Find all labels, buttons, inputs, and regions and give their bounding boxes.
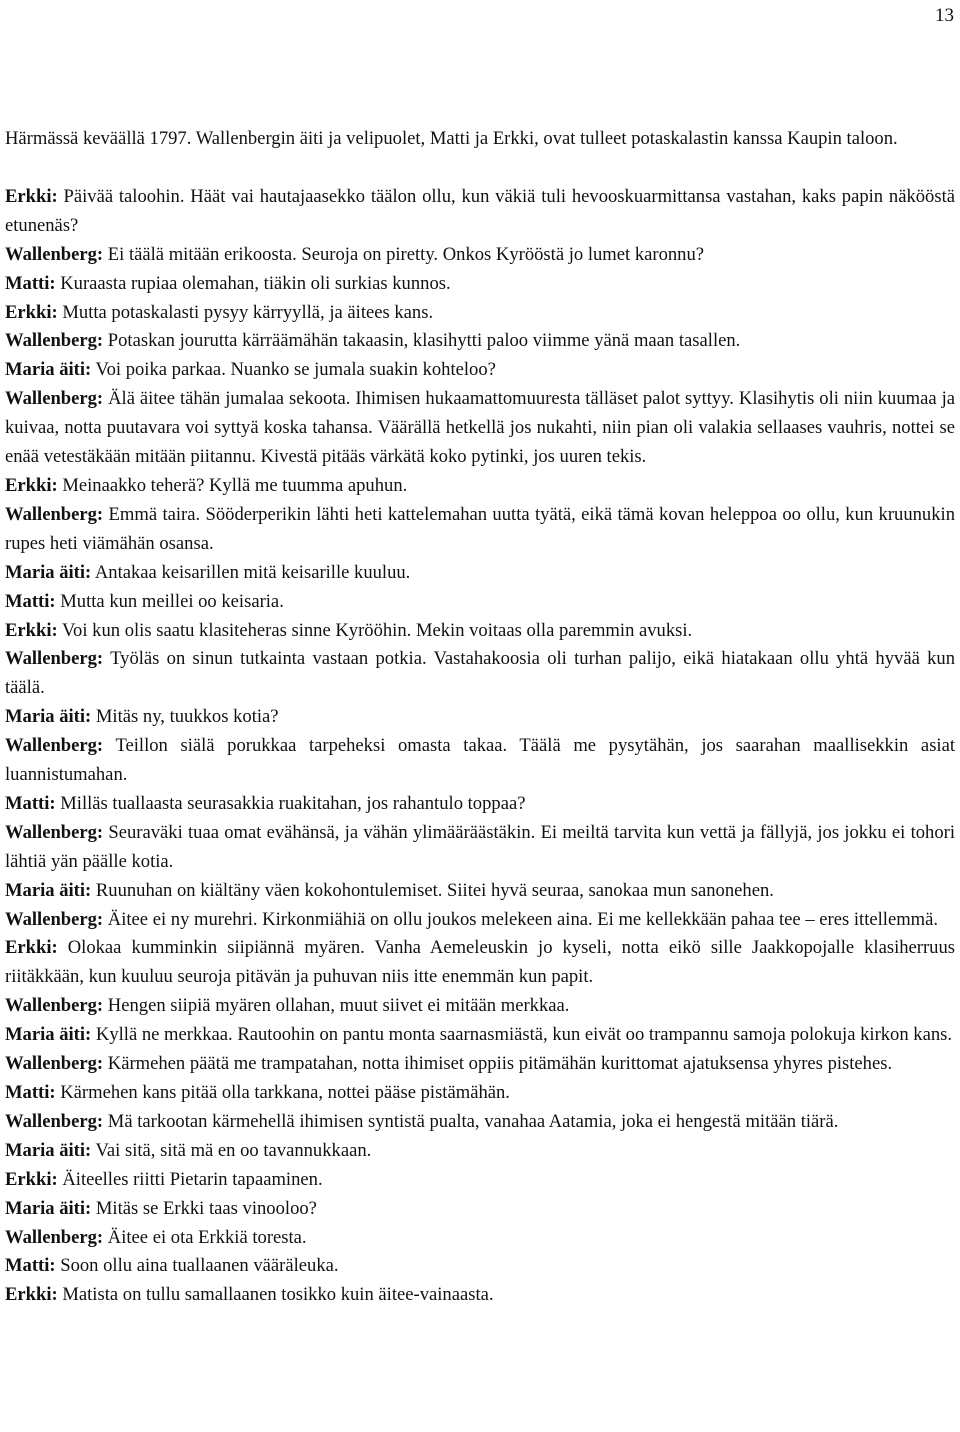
speaker-name: Erkki:	[5, 1168, 58, 1190]
line-text: Päivää taloohin. Häät vai hautajaasekko täälon ollu, kun väkiä tuli hevooskuarmittansa vastahan, kaks papin näkööstä etunenäs?	[5, 185, 955, 236]
speaker-name: Matti:	[5, 590, 56, 612]
speaker-name: Matti:	[5, 1255, 56, 1277]
line-text: Mitäs se Erkki taas vinooloo?	[95, 1197, 317, 1219]
speaker-name: Maria äiti:	[5, 359, 92, 381]
line-text: Äiteelles riitti Pietarin tapaaminen.	[62, 1168, 323, 1190]
dialogue-line	[5, 1137, 955, 1166]
dialogue-line	[5, 1050, 955, 1079]
dialogue-line	[5, 1108, 955, 1137]
line-text: Voi kun olis saatu klasiteheras sinne Kyrööhin. Mekin voitaas olla paremmin avuksi.	[62, 619, 693, 641]
line-text: Olokaa kumminkin siipiännä myären. Vanha Aemeleuskin jo kyseli, notta eikö sille Jaakkopojalle klasiherruus riitäkkään, kun kuuluu seuroja pitävän ja puhuvan niis itte enemmän kun papit.	[5, 937, 955, 988]
speaker-name: Wallenberg:	[5, 1053, 104, 1075]
line-text: Matista on tullu samallaanen tosikko kuin äitee-vainaasta.	[62, 1284, 494, 1306]
speaker-name: Matti:	[5, 792, 56, 814]
speaker-name: Erkki:	[5, 301, 58, 323]
page-number: 13	[935, 5, 954, 26]
dialogue-line	[5, 356, 955, 385]
speaker-name: Wallenberg:	[5, 243, 104, 265]
speaker-name: Wallenberg:	[5, 1226, 104, 1248]
dialogue-line	[5, 617, 955, 646]
line-text: Kärmehen kans pitää olla tarkkana, nottei pääse pistämähän.	[60, 1082, 510, 1103]
dialogue-line	[5, 270, 955, 299]
dialogue-line	[5, 1252, 955, 1281]
line-text: Työläs on sinun tutkainta vastaan potkia. Vastahakoosia oli turhan palijo, eikä hiatakaan ollu yhtä hyvää kun täälä.	[5, 648, 955, 699]
line-text: Antakaa keisarillen mitä keisarille kuuluu.	[94, 561, 411, 583]
dialogue-line	[5, 790, 955, 819]
dialogue-line	[5, 645, 955, 703]
line-text: Kyllä ne merkkaa. Rautoohin on pantu monta saarnasmiästä, kun eivät oo trampannu samoja polokuja kirkon kans.	[95, 1024, 953, 1046]
dialogue-line	[5, 559, 955, 588]
dialogue-line	[5, 1281, 955, 1310]
speaker-name: Maria äiti:	[5, 561, 92, 583]
line-text: Vai sitä, sitä mä en oo tavannukkaan.	[95, 1139, 372, 1161]
speaker-name: Wallenberg:	[5, 995, 104, 1017]
dialogue-line	[5, 819, 955, 877]
dialogue-line	[5, 934, 955, 992]
dialogue-line	[5, 501, 955, 559]
dialogue-line	[5, 327, 955, 356]
line-text: Emmä taira. Sööderperikin lähti heti kattelemahan uutta tyätä, eikä tämä kovan heleppoa oo ollu, kun kruunukin rupes heti viämähän osansa.	[5, 503, 955, 554]
dialogue-list	[5, 183, 955, 1310]
dialogue-line	[5, 1195, 955, 1224]
dialogue-line	[5, 1021, 955, 1050]
line-text: Mitäs ny, tuukkos kotia?	[95, 706, 279, 728]
dialogue-line	[5, 732, 955, 790]
speaker-name: Wallenberg:	[5, 330, 104, 352]
dialogue-line	[5, 992, 955, 1021]
speaker-name: Maria äiti:	[5, 706, 92, 728]
line-text: Äitee ei ota Erkkiä toresta.	[107, 1226, 307, 1248]
speaker-name: Maria äiti:	[5, 1024, 92, 1046]
speaker-name: Maria äiti:	[5, 879, 92, 901]
line-text: Meinaakko teherä? Kyllä me tuumma apuhun.	[62, 474, 408, 496]
dialogue-line	[5, 588, 955, 617]
line-text: Mutta kun meillei oo keisaria.	[60, 590, 284, 612]
line-text: Milläs tuallaasta seurasakkia ruakitahan, jos rahantulo toppaa?	[60, 792, 526, 814]
dialogue-line	[5, 1224, 955, 1253]
line-text: Äitee ei ny murehri. Kirkonmiähiä on ollu joukos melekeen aina. Ei me kellekkään pahaa tee – eres ittellemmä.	[107, 908, 939, 930]
line-text: Soon ollu aina tuallaanen vääräleuka.	[60, 1255, 339, 1277]
script-body	[5, 125, 955, 1310]
line-text: Potaskan jourutta kärräämähän takaasin, klasihytti paloo viimme yänä maan tasallen.	[107, 330, 741, 352]
line-text: Voi poika parkaa. Nuanko se jumala suakin kohteloo?	[95, 359, 496, 381]
dialogue-line	[5, 906, 955, 935]
line-text: Hengen siipiä myären ollahan, muut siivet ei mitään merkkaa.	[107, 995, 570, 1017]
line-text: Ei täälä mitään erikoosta. Seuroja on piretty. Onkos Kyrööstä jo lumet karonnu?	[107, 243, 705, 265]
dialogue-line	[5, 241, 955, 270]
dialogue-line	[5, 299, 955, 328]
line-text: Kärmehen päätä me trampatahan, notta ihimiset oppiis pitämähän kurittomat ajatuksensa yhyres pistehes.	[107, 1053, 893, 1075]
line-text: Älä äitee tähän jumalaa sekoota. Ihimisen hukaamattomuuresta tälläset palot syttyy. Klasihytis oli niin kuumaa ja kuivaa, notta puutavara voi syttyä koska tahansa. Väärällä hetkellä jos nukahti, niin pian oli valakia sellaases vauhris, nottei se enää vetestäkään mitään piitannu. Kivestä pitääs värkätä koko pytinki, jos uuren tekis.	[5, 388, 955, 468]
speaker-name: Erkki:	[5, 1284, 58, 1306]
speaker-name: Wallenberg:	[5, 821, 104, 843]
line-text: Seuraväki tuaa omat evähänsä, ja vähän ylimääräästäkin. Ei meiltä tarvita kun vettä ja fällyjä, jos jokku ei tohori lähtiä yän päälle kotia.	[5, 821, 955, 872]
line-text: Kuraasta rupiaa olemahan, tiäkin oli surkias kunnos.	[60, 272, 451, 294]
speaker-name: Wallenberg:	[5, 735, 104, 757]
speaker-name: Erkki:	[5, 937, 58, 959]
speaker-name: Matti:	[5, 272, 56, 294]
speaker-name: Wallenberg:	[5, 1110, 104, 1132]
dialogue-line	[5, 1166, 955, 1195]
dialogue-line	[5, 385, 955, 472]
speaker-name: Wallenberg:	[5, 503, 104, 525]
speaker-name: Wallenberg:	[5, 648, 104, 670]
dialogue-line	[5, 472, 955, 501]
dialogue-line	[5, 877, 955, 906]
speaker-name: Maria äiti:	[5, 1197, 92, 1219]
dialogue-line	[5, 1079, 955, 1108]
line-text: Ruunuhan on kiältäny väen kokohontulemiset. Siitei hyvä seuraa, sanokaa mun sanonehen.	[95, 879, 774, 901]
line-text: Mä tarkootan kärmehellä ihimisen syntistä pualta, vanahaa Aatamia, joka ei hengestä mitään tiärä.	[107, 1110, 839, 1132]
speaker-name: Wallenberg:	[5, 908, 104, 930]
dialogue-line	[5, 183, 955, 241]
line-text: Mutta potaskalasti pysyy kärryyllä, ja äitees kans.	[62, 301, 434, 323]
speaker-name: Erkki:	[5, 619, 58, 641]
speaker-name: Matti:	[5, 1082, 56, 1103]
dialogue-line	[5, 703, 955, 732]
speaker-name: Erkki:	[5, 185, 58, 207]
speaker-name: Maria äiti:	[5, 1139, 92, 1161]
speaker-name: Erkki:	[5, 474, 58, 496]
line-text: Teillon siälä porukkaa tarpeheksi omasta takaa. Täälä me pysytähän, jos saarahan maallisekkin asiat luannistumahan.	[5, 735, 956, 786]
stage-direction: Härmässä keväällä 1797. Wallenbergin äiti ja velipuolet, Matti ja Erkki, ovat tulleet potaskalastin kanssa Kaupin taloon.	[5, 128, 898, 149]
speaker-name: Wallenberg:	[5, 388, 104, 410]
